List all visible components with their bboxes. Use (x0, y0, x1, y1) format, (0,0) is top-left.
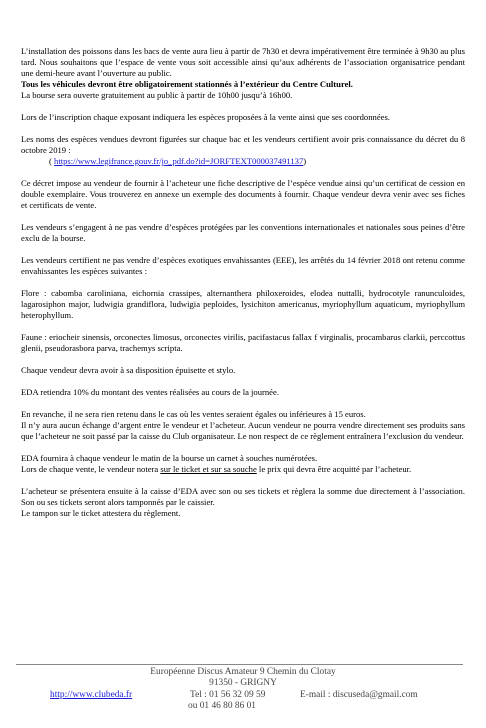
vehicles-notice: Tous les véhicules devront être obligatoirement stationnés à l’extérieur du Centre Culturel. (21, 79, 353, 89)
paren-close: ) (303, 156, 307, 166)
flore-list: Flore : cabomba caroliniana, eichornia crassipes, alternanthera philoxeroides, elodea nuttalli, hydrocotyle ranunculoides, lagarosiphon major, ludwigia grandiflora, ludwigia peploides, lysichiton americanus, myriophyllum aquaticum, myriophyllum heterophyllum. (21, 288, 465, 320)
website-link[interactable]: http://www.clubeda.fr (50, 690, 133, 700)
installation-text: L’installation des poissons dans les bacs de vente aura lieu à partir de 7h30 et devra impérativement être terminée à 9h30 au plus tard. Nous souhaitons que l’espace de vente vous soit accessible ainsi qu’aux adhérents de l’association organisatrice pendant une demi-heure avant l’ouverture au public. (21, 46, 465, 78)
footer-divider (16, 664, 463, 665)
low-sales-text: En revanche, il ne sera rien retenu dans le cas où les ventes seraient égales ou inférieures à 15 euros. (21, 409, 366, 419)
secondary-phone: ou 01 46 80 86 01 (188, 701, 256, 711)
ticket-note-underlined: sur le ticket et sur sa souche (160, 464, 257, 474)
paragraph-equipment: Chaque vendeur devra avoir à sa disposition épuisette et stylo. (21, 365, 236, 375)
footer-address: Européenne Discus Amateur 9 Chemin du Clotay (150, 667, 336, 677)
faune-list: Faune : eriocheir sinensis, orconectes limosus, orconectes virilis, pacifastacus fallax f virginalis, procambarus clarkii, perccottus glenii, pseudorasbora parva, trachemys scripta. (21, 332, 465, 353)
ticket-book-text: EDA fournira à chaque vendeur le matin de la bourse un carnet à souches numérotées. (21, 453, 318, 463)
legifrance-link[interactable]: https://www.legifrance.gouv.fr/jo_pdf.do?id=JORFTEXT000037491137 (54, 156, 304, 166)
paragraph-commission: EDA retiendra 10% du montant des ventes réalisées au cours de la journée. (21, 387, 279, 397)
footer-city: 91350 - GRIGNY (209, 678, 277, 688)
opening-hours-text: La bourse sera ouverte gratuitement au public à partir de 10h00 jusqu’à 16h00. (21, 90, 293, 100)
no-money-exchange-text: Il n’y aura aucun échange d’argent entre le vendeur et l’acheteur. Aucun vendeur ne pourra vendre directement ses produits sans que l’acheteur ne soit passé par la caisse du Club organisateur. Le non respect de ce règlement entraînera l’exclusion du vendeur. (21, 420, 465, 441)
footer-contact-row (0, 690, 486, 701)
paragraph-decree (21, 134, 465, 167)
paragraph-registration: Lors de l’inscription chaque exposant indiquera les espèces proposées à la vente ainsi que ses coordonnées. (21, 112, 390, 122)
paren-open: ( (49, 156, 55, 166)
decree-link-line (21, 156, 306, 166)
paragraph-tickets (21, 453, 465, 475)
paragraph-payment-rules (21, 409, 465, 442)
paragraph-descriptive-sheet: Ce décret impose au vendeur de fournir à l’acheteur une fiche descriptive de l’espèce vendue ainsi qu’un certificat de cession en double exemplaire. Vous trouverez en annexe un exemple des documents à fournir. Chaque vendeur devra venir avec ses fiches et certificats de vente. (21, 178, 465, 210)
document-body (21, 46, 465, 519)
paragraph-protected-species: Les vendeurs s’engagent à ne pas vendre d’espèces protégées par les conventions internationales et nationales sous peines d’être exclu de la bourse. (21, 222, 465, 243)
decree-text: Les noms des espèces vendues devront figurées sur chaque bac et les vendeurs certifient avoir pris connaissance du décret du 8 octobre 2019 : (21, 134, 465, 155)
footer (0, 667, 486, 712)
stamp-text: Le tampon sur le ticket attestera du règlement. (21, 508, 181, 518)
phone-number: Tel : 01 56 32 09 59 (190, 690, 266, 700)
paragraph-checkout (21, 486, 465, 519)
paragraph-installation (21, 46, 465, 101)
checkout-text: L’acheteur se présentera ensuite à la caisse d’EDA avec son ou ses tickets et règlera la somme due directement à l’association. Son ou ses tickets seront alors tamponnés par le caissier. (21, 486, 465, 507)
paragraph-invasive-species: Les vendeurs certifient ne pas vendre d’espèces exotiques envahissantes (EEE), les arrêtés du 14 février 2018 ont retenu comme envahissantes les espèces suivantes : (21, 255, 465, 276)
ticket-note-post: le prix qui devra être acquitté par l’acheteur. (256, 464, 412, 474)
email-address: E-mail : discuseda@gmail.com (300, 690, 418, 700)
ticket-note-pre: Lors de chaque vente, le vendeur notera (21, 464, 161, 474)
